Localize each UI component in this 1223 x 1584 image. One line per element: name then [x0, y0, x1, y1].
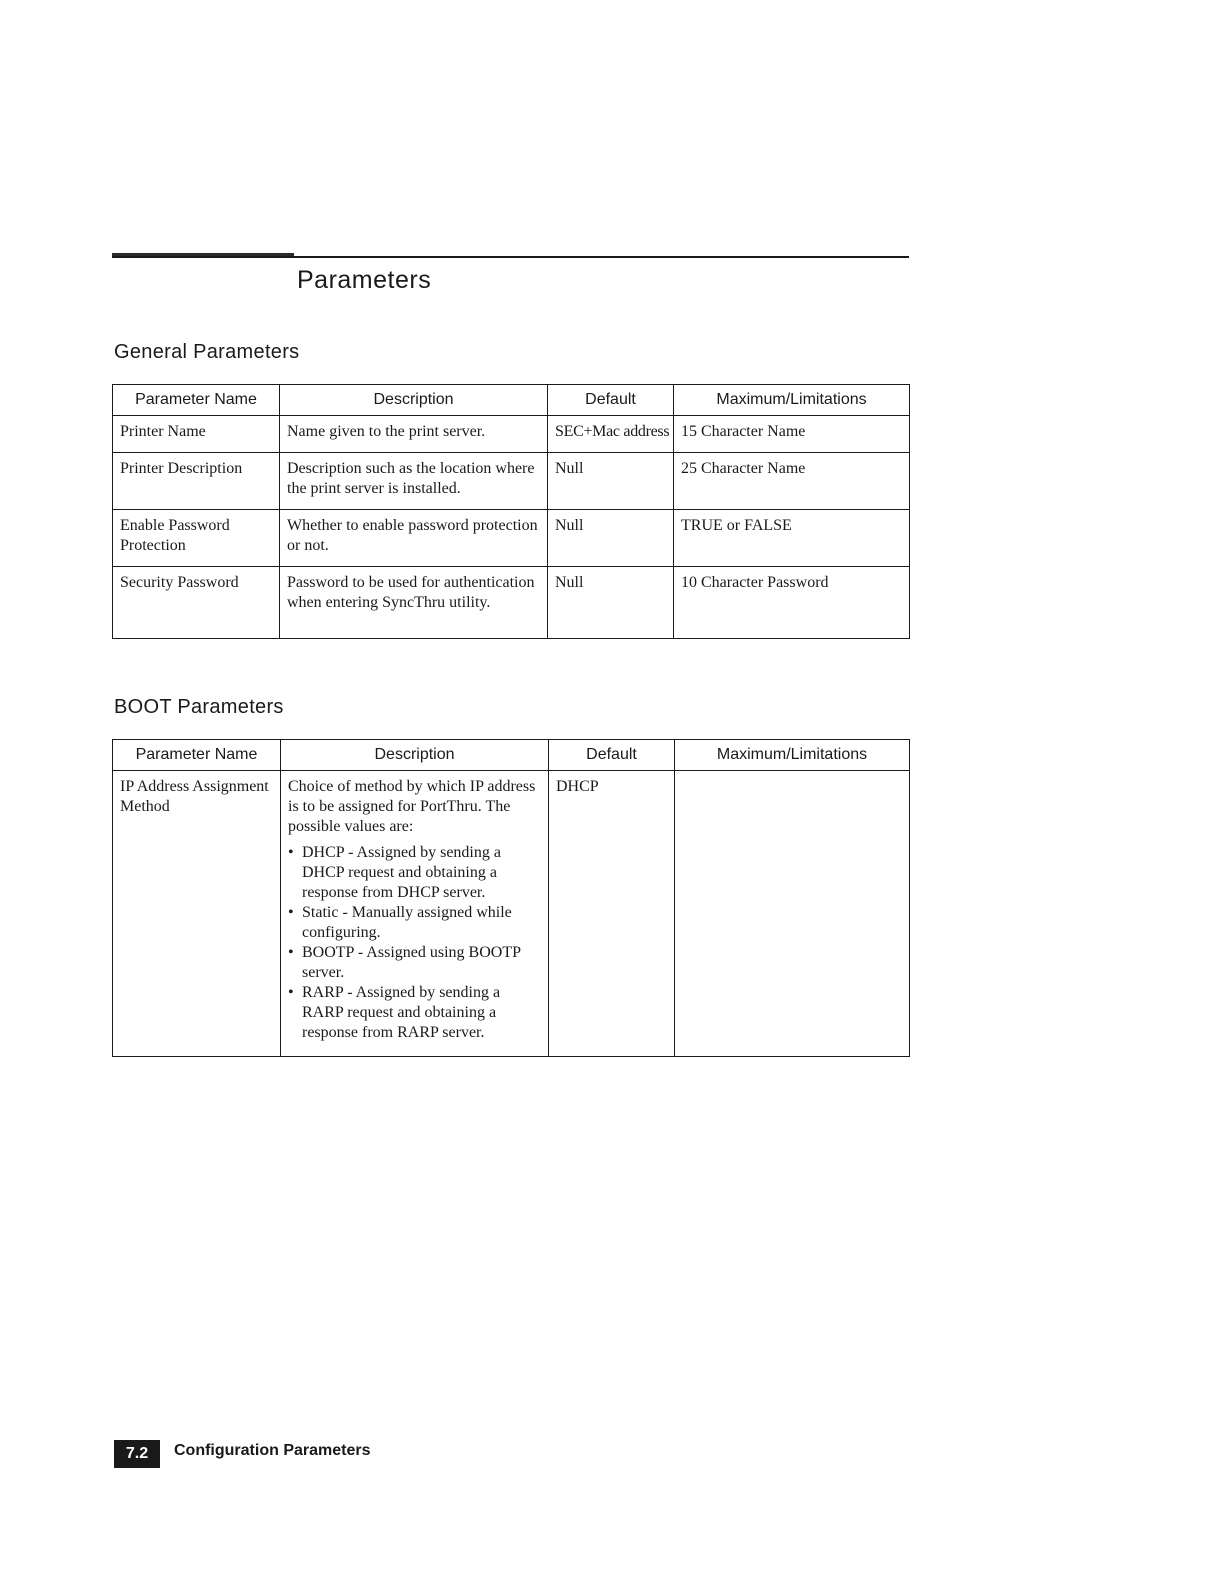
list-item: • RARP - Assigned by sending a RARP request and obtaining a response from RARP server.: [302, 983, 542, 1043]
column-header-description: Description: [281, 740, 549, 771]
column-header-parameter-name: Parameter Name: [113, 740, 281, 771]
list-item: • BOOTP - Assigned using BOOTP server.: [302, 943, 542, 983]
column-header-default: Default: [549, 740, 675, 771]
parameter-name-cell: IP Address Assignment Method: [113, 771, 281, 1057]
default-cell: DHCP: [549, 771, 675, 1057]
default-cell: SEC+Mac address: [548, 416, 674, 453]
table-row: [113, 771, 910, 1057]
possible-values-list: [288, 843, 542, 1043]
parameter-name-cell: Security Password: [113, 567, 280, 639]
boot-parameters-heading: BOOT Parameters: [114, 696, 284, 718]
limitations-cell: 10 Character Password: [674, 567, 910, 639]
description-cell: Name given to the print server.: [280, 416, 548, 453]
header-rule: [112, 256, 909, 258]
limitations-cell: 15 Character Name: [674, 416, 910, 453]
description-cell: Description such as the location where the print server is installed.: [280, 453, 548, 510]
table-row: [113, 453, 910, 510]
list-item: • DHCP - Assigned by sending a DHCP request and obtaining a response from DHCP server.: [302, 843, 542, 903]
table-header-row: [113, 740, 910, 771]
default-cell: Null: [548, 567, 674, 639]
boot-parameters-table: [112, 739, 910, 1057]
footer-chapter-title: Configuration Parameters: [174, 1442, 371, 1459]
description-cell: Whether to enable password protection or not.: [280, 510, 548, 567]
table-row: [113, 567, 910, 639]
page-title: Parameters: [297, 266, 432, 294]
general-parameters-heading: General Parameters: [114, 341, 300, 363]
description-cell: [281, 771, 549, 1057]
table-header-row: [113, 385, 910, 416]
limitations-cell: [675, 771, 910, 1057]
table-row: [113, 510, 910, 567]
page-number-badge: 7.2: [114, 1440, 160, 1468]
column-header-limitations: Maximum/Limitations: [674, 385, 910, 416]
column-header-default: Default: [548, 385, 674, 416]
column-header-description: Description: [280, 385, 548, 416]
description-intro: Choice of method by which IP address is to be assigned for PortThru. The possible values are:: [288, 778, 536, 835]
default-cell: Null: [548, 510, 674, 567]
default-cell: Null: [548, 453, 674, 510]
limitations-cell: TRUE or FALSE: [674, 510, 910, 567]
parameter-name-cell: Printer Name: [113, 416, 280, 453]
description-cell: Password to be used for authentication when entering SyncThru utility.: [280, 567, 548, 639]
list-item: • Static - Manually assigned while configuring.: [302, 903, 542, 943]
parameter-name-cell: Enable Password Protection: [113, 510, 280, 567]
limitations-cell: 25 Character Name: [674, 453, 910, 510]
general-parameters-table: [112, 384, 910, 639]
column-header-parameter-name: Parameter Name: [113, 385, 280, 416]
parameter-name-cell: Printer Description: [113, 453, 280, 510]
table-row: [113, 416, 910, 453]
column-header-limitations: Maximum/Limitations: [675, 740, 910, 771]
